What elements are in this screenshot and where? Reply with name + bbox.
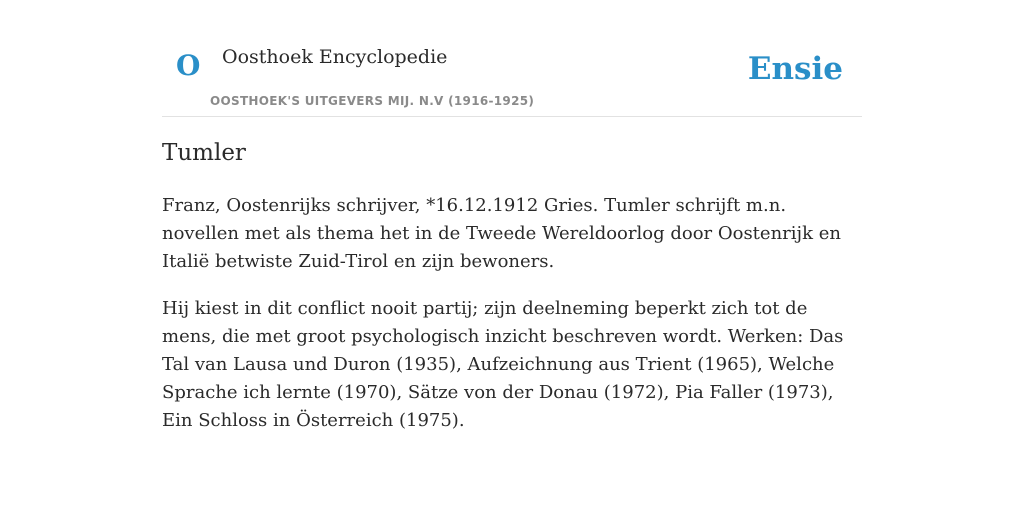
article-body xyxy=(162,192,862,454)
article-paragraph: Franz, Oostenrijks schrijver, *16.12.1912 Gries. Tumler schrijft m.n. novellen met als thema het in de Tweede Wereldoorlog door Oostenrijk en Italië betwiste Zuid-Tirol en zijn bewoners. xyxy=(162,195,841,272)
book-title[interactable]: Oosthoek Encyclopedie xyxy=(222,46,448,68)
article-title: Tumler xyxy=(162,140,246,166)
article-paragraph: Hij kiest in dit conflict nooit partij; zijn deelneming beperkt zich tot de mens, die met groot psychologisch inzicht beschreven wordt. Werken: Das Tal van Lausa und Duron (1935), Aufzeichnung aus Trient (1965), Welche Sprache ich lernte (1970), Sätze von der Donau (1972), Pia Faller (1973), Ein Schloss in Österreich (1975). xyxy=(162,298,844,431)
brand-logo[interactable]: Ensie xyxy=(747,51,843,87)
header xyxy=(162,0,862,117)
page xyxy=(162,0,862,431)
publisher-label: OOSTHOEK'S UITGEVERS MIJ. N.V (1916-1925) xyxy=(210,94,535,108)
logo-icon[interactable]: O xyxy=(176,49,201,82)
